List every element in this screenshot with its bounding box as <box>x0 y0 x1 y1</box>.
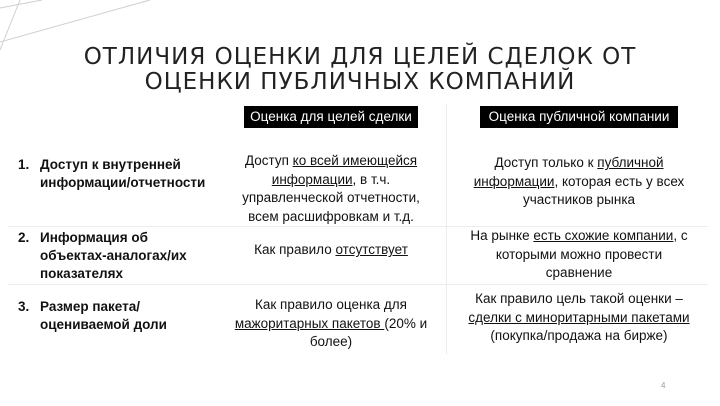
cell-public-2 <box>468 227 690 283</box>
underlined-text: публичной информации <box>473 155 664 189</box>
page-number: 4 <box>661 381 666 390</box>
cell-deal-2 <box>234 241 428 260</box>
row-label-2 <box>18 229 208 283</box>
cell-deal-3 <box>234 296 428 352</box>
cell-deal-1 <box>234 152 428 226</box>
row-label-1 <box>18 156 218 192</box>
cell-public-3 <box>468 290 690 346</box>
cell-text: Доступ только к <box>494 155 598 170</box>
underlined-text: отсутствует <box>335 242 408 257</box>
cell-text: Как правило оценка для <box>255 297 407 312</box>
row-number: 3. <box>18 299 30 314</box>
slide-title <box>40 45 680 95</box>
cell-text: , с которыми можно провести сравнение <box>495 228 688 280</box>
cell-text: На рынке <box>470 228 534 243</box>
row-label-text: Размер пакета/оцениваемой доли <box>40 299 167 332</box>
row-label-text: Информация об объектах-аналогах/их показателях <box>40 230 187 281</box>
title-line-2: ОЦЕНКИ ПУБЛИЧНЫХ КОМПАНИЙ <box>144 69 576 96</box>
cell-text: Как правило <box>254 242 336 257</box>
cell-text: Доступ <box>244 153 293 168</box>
underlined-text: сделки с миноритарными пакетами <box>468 309 690 325</box>
underlined-text: ко всей имеющейся информации <box>271 153 418 187</box>
cell-text: (покупка/продажа на бирже) <box>490 328 668 343</box>
cell-public-1 <box>468 154 690 210</box>
row-number: 2. <box>18 230 30 245</box>
column-header-deal: Оценка для целей сделки <box>244 106 418 128</box>
cell-text: (20% и более) <box>309 315 428 349</box>
row-label-3 <box>18 298 228 334</box>
title-line-1: ОТЛИЧИЯ ОЦЕНКИ ДЛЯ ЦЕЛЕЙ СДЕЛОК ОТ <box>83 44 637 71</box>
column-divider <box>446 104 447 354</box>
underlined-text: есть схожие компании <box>533 228 674 243</box>
row-divider <box>8 284 708 285</box>
cell-text: , которая есть у всех участников рынка <box>522 173 685 207</box>
cell-text: , в т.ч. управленческой отчетности, всем расшифровкам и т.д. <box>242 171 420 224</box>
row-label-text: Доступ к внутренней информации/отчетности <box>40 157 206 190</box>
cell-text: Как правило цель такой оценки – <box>475 291 683 306</box>
column-header-public: Оценка публичной компании <box>480 106 678 128</box>
row-number: 1. <box>18 157 30 172</box>
underlined-text: мажоритарных пакетов <box>234 315 385 331</box>
